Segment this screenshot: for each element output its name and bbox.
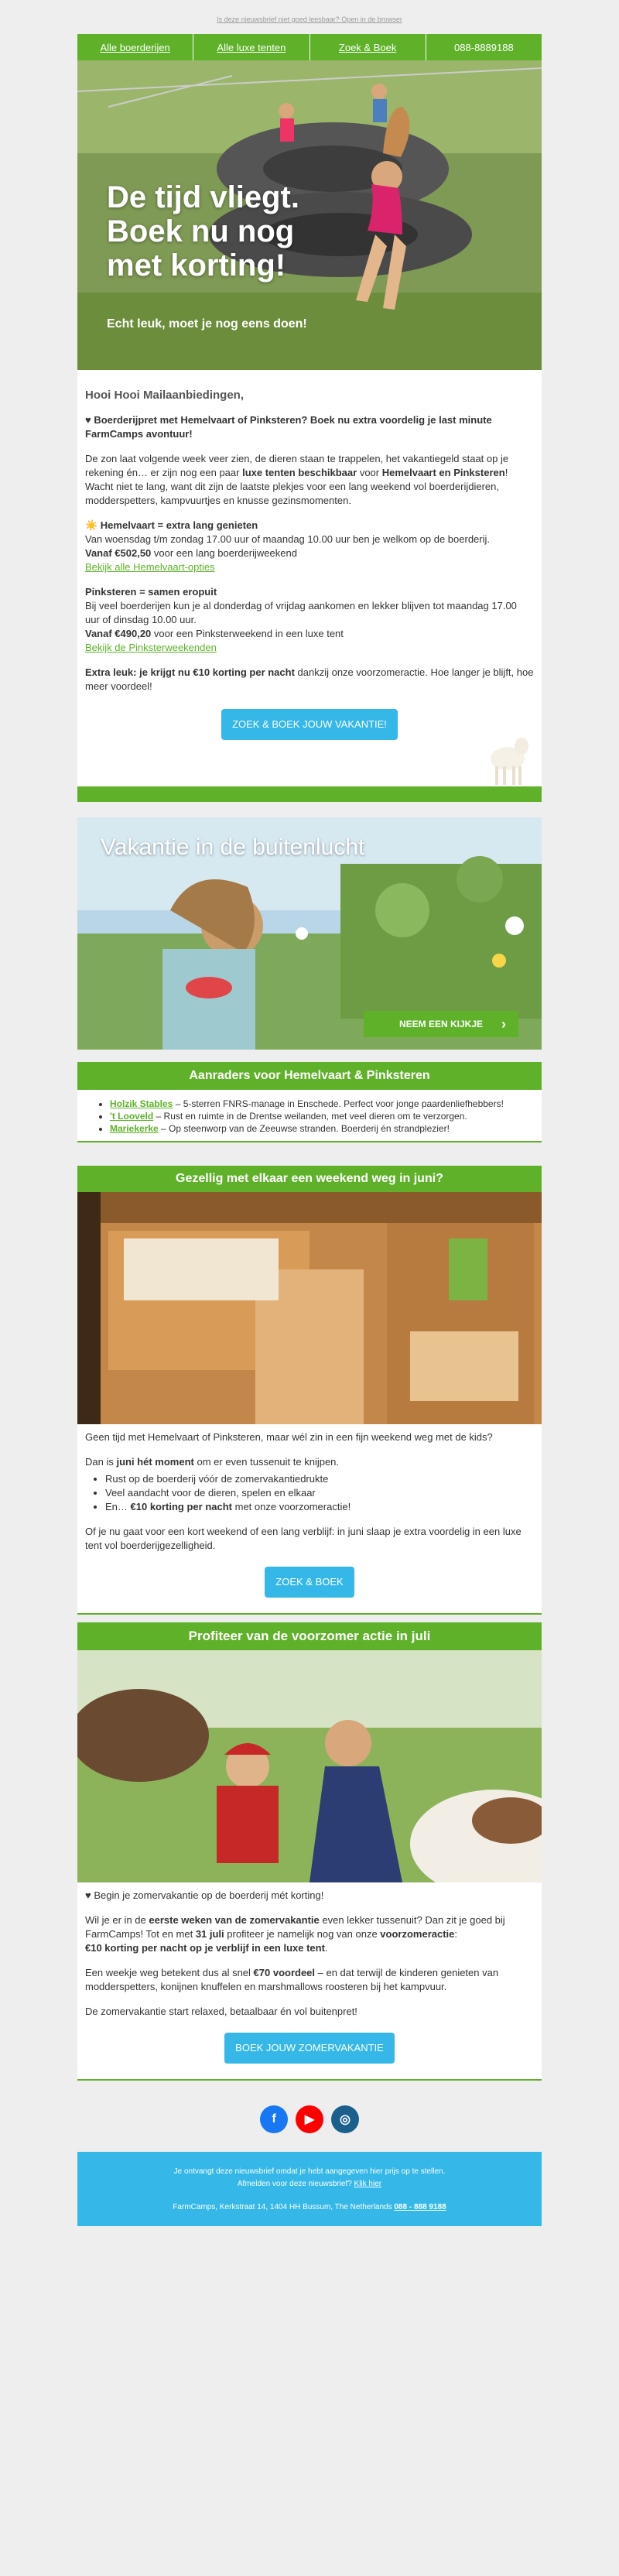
footer-phone-link[interactable]: 088 - 888 9188: [394, 2203, 446, 2211]
juli-title: Profiteer van de voorzomer actie in juli: [77, 1622, 542, 1650]
hemelvaart-block: ☀️ Hemelvaart = extra lang genieten Van woensdag t/m zondag 17.00 uur of maandag 10.00 uur ben je welkom op de boerderij. Vanaf €502,50 voor een lang boerderijweekend Bekijk alle Hemelvaart-opties: [85, 519, 490, 573]
lamb-illustration: [484, 728, 531, 790]
intro-text: [77, 370, 542, 755]
banner-image[interactable]: [77, 817, 542, 1050]
family-with-cows-illustration: [77, 1650, 542, 1882]
social-links: [77, 2081, 542, 2152]
list-item: • 't Looveld – Rust en ruimte in de Drentse weilanden, met veel dieren om te verzorgen.: [110, 1110, 529, 1122]
footer: Je ontvangt deze nieuwsbrief omdat je hebt aangegeven hier prijs op te stellen. Afmelden voor deze nieuwsbrief? Klik hier FarmCamps, Kerkstraat 14, 1404 HH Bussum, The Netherlands 088 - 888 9188: [77, 2152, 542, 2226]
list-item: • Veel aandacht voor de dieren, spelen en elkaar: [105, 1486, 534, 1500]
heart-icon: ♥: [85, 1889, 94, 1901]
unsubscribe-link[interactable]: Klik hier: [354, 2180, 382, 2188]
newsletter: [77, 0, 542, 2226]
instagram-icon[interactable]: ◎: [331, 2105, 359, 2133]
juni-title: Gezellig met elkaar een weekend weg in juni?: [77, 1166, 542, 1192]
juli-card: [77, 1622, 542, 2081]
list-item: • Mariekerke – Op steenworp van de Zeeuwse stranden. Boerderij én strandplezier!: [110, 1122, 529, 1135]
hero-image[interactable]: [77, 60, 542, 370]
juni-text: Geen tijd met Hemelvaart of Pinksteren, maar wél zin in een fijn weekend weg met de kids? Dan is juni hét moment om er even tussenuit te knijpen. • Rust op de boerderij vóór de zomervakantiedrukte • Veel aandacht voor de dieren, spelen en elkaar • En… €10 korting per nacht met onze voorzomeractie! Of je nu gaat voor een kort weekend of een lang verblijf: in juni slaap je extra voordelig in een luxe tent vol boerderijgezelligheid. ZOEK & BOEK: [77, 1424, 542, 1613]
list-item: • En… €10 korting per nacht met onze voorzomeractie!: [105, 1500, 534, 1514]
banner-title: Vakantie in de buitenlucht: [101, 834, 365, 860]
nav-search-book[interactable]: Zoek & Boek: [310, 34, 426, 60]
aanraders-title: Aanraders voor Hemelvaart & Pinksteren: [77, 1062, 542, 1090]
juli-text: ♥ Begin je zomervakantie op de boerderij mét korting! Wil je er in de eerste weken van de zomervakantie even lekker tussenuit? Dan zit je goed bij FarmCamps! Tot en met 31 juli profiteer je namelijk nog van onze voorzomeractie: €10 korting per nacht op je verblijf in een luxe tent. Een weekje weg betekent dus al snel €70 voordeel – en dat terwijl de kinderen genieten van modderspetters, konijnen knuffelen en marshmallows roosteren bij het kampvuur. De zomervakantie start relaxed, betaalbaar én vol buitenpret! BOEK JOUW ZOMERVAKANTIE: [77, 1882, 542, 2079]
facebook-icon[interactable]: f: [260, 2105, 288, 2133]
hero-subtitle: Echt leuk, moet je nog eens doen!: [107, 317, 307, 331]
juni-list: [85, 1472, 534, 1514]
holzik-stables-link[interactable]: Holzik Stables: [110, 1098, 173, 1109]
intro-paragraph: De zon laat volgende week veer zien, de dieren staan te trappelen, het vakantiegeld staat op je rekening én… er zijn nog een paar luxe tenten beschikbaar voor Hemelvaart en Pinksteren! Wacht niet te lang, want dit zijn de laatste plekjes voor een lang weekend vol boerderijdieren, modderspetters, kampvuurtjes en knusse gezinsmomenten.: [85, 453, 509, 506]
lamb-area: [77, 755, 542, 786]
top-nav: [77, 34, 542, 60]
green-divider-bar: [77, 786, 542, 802]
list-item: • Holzik Stables – 5-sterren FNRS-manage in Enschede. Perfect voor jonge paardenliefhebbers!: [110, 1098, 529, 1110]
nav-all-luxury-tents[interactable]: Alle luxe tenten: [193, 34, 310, 60]
hero-title: De tijd vliegt. Boek nu nog met korting!: [107, 180, 299, 283]
aanraders-list: [90, 1098, 529, 1135]
looveld-link[interactable]: 't Looveld: [110, 1111, 154, 1122]
pinksteren-title: Pinksteren = samen eropuit: [85, 586, 217, 598]
nav-all-farms[interactable]: Alle boerderijen: [77, 34, 193, 60]
banner-button[interactable]: NEEM EEN KIJKJE ›: [364, 1011, 518, 1037]
book-summer-vacation-button[interactable]: BOEK JOUW ZOMERVAKANTIE: [224, 2033, 395, 2064]
mariekerke-link[interactable]: Mariekerke: [110, 1123, 159, 1134]
preheader[interactable]: [77, 0, 542, 34]
search-book-vacation-button[interactable]: ZOEK & BOEK JOUW VAKANTIE!: [221, 709, 398, 740]
pinksteren-weekends-link[interactable]: Bekijk de Pinksterweekenden: [85, 642, 217, 653]
greeting: Hooi Hooi Mailaanbiedingen,: [85, 389, 245, 402]
juli-image[interactable]: [77, 1650, 542, 1882]
open-in-browser-link[interactable]: Is deze nieuwsbrief niet goed leesbaar? Open in de browser: [217, 15, 402, 23]
intro-lead: ♥ Boerderijpret met Hemelvaart of Pinksteren? Boek nu extra voordelig je last minute FarmCamps avontuur!: [85, 414, 492, 440]
hemelvaart-title: ☀️ Hemelvaart = extra lang genieten: [85, 519, 258, 531]
juni-search-book-button[interactable]: ZOEK & BOEK: [265, 1567, 354, 1598]
pinksteren-block: Pinksteren = samen eropuit Bij veel boerderijen kun je al donderdag of vrijdag aankomen en lekker blijven tot maandag 17.00 uur of dinsdag 10.00 uur. Vanaf €490,20 voor een Pinksterweekend in een luxe tent Bekijk de Pinksterweekenden: [85, 586, 517, 653]
youtube-icon[interactable]: ▶: [296, 2105, 323, 2133]
aanraders-card: [77, 1062, 542, 1142]
nav-phone[interactable]: 088-8889188: [454, 41, 514, 53]
list-item: • Rust op de boerderij vóór de zomervakantiedrukte: [105, 1472, 534, 1486]
juni-card: [77, 1166, 542, 1615]
hemelvaart-options-link[interactable]: Bekijk alle Hemelvaart-opties: [85, 561, 215, 573]
heart-icon: ♥: [85, 414, 94, 426]
chevron-right-icon: ›: [501, 1016, 506, 1032]
extra-discount-text: Extra leuk: je krijgt nu €10 korting per nacht dankzij onze voorzomeractie. Hoe langer je blijft, hoe meer voordeel!: [85, 666, 534, 692]
juni-image[interactable]: [77, 1192, 542, 1424]
intro-card: [77, 60, 542, 802]
tent-interior-illustration: [77, 1192, 542, 1424]
